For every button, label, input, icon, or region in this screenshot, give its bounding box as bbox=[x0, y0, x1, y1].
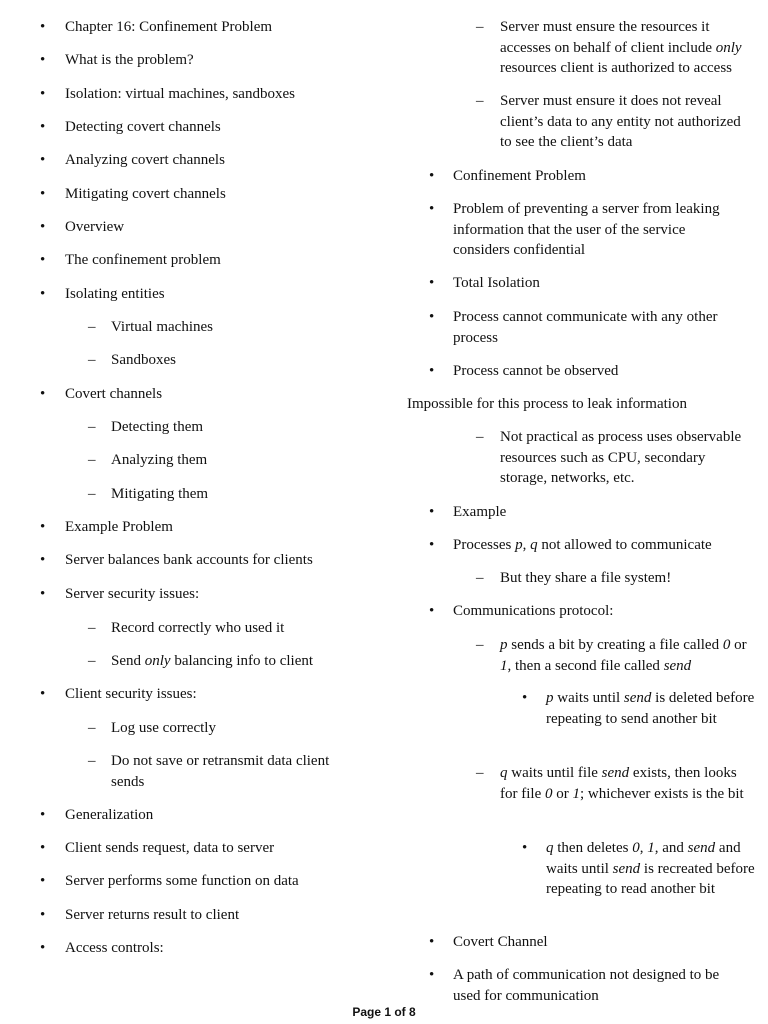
right-list-item-3: Confinement Problem bbox=[453, 168, 586, 184]
left-list-item-25: Client sends request, data to server bbox=[65, 840, 275, 856]
left-list-item-19: Record correctly who used it bbox=[111, 620, 285, 636]
left-list-item-26: Server performs some function on data bbox=[65, 873, 299, 889]
right-list-item-15: p waits until send is deleted before repeating to send another bit bbox=[546, 690, 755, 727]
right-list-item-19: A path of communication not designed to be used for communication bbox=[453, 967, 720, 1004]
right-list-item-7: Process cannot be observed bbox=[453, 363, 619, 379]
right-list-item-14: p sends a bit by creating a file called 0 or 1, then a second file called send bbox=[500, 637, 747, 674]
dash-marker: – bbox=[476, 765, 484, 781]
dash-marker: – bbox=[88, 653, 96, 669]
left-list-item-28: Access controls: bbox=[65, 940, 164, 956]
left-list-item-14: Analyzing them bbox=[111, 452, 208, 468]
right-list-item-4: Problem of preventing a server from leaking information that the user of the service considers confidential bbox=[453, 201, 720, 258]
bullet-marker: • bbox=[429, 603, 435, 619]
left-list-item-10: Virtual machines bbox=[111, 319, 213, 335]
right-list-item-18: Covert Channel bbox=[453, 934, 548, 950]
dash-marker: – bbox=[88, 419, 96, 435]
bullet-marker: • bbox=[40, 873, 46, 889]
page-footer: Page 1 of 8 bbox=[352, 1005, 416, 1019]
left-list-item-27: Server returns result to client bbox=[65, 907, 240, 923]
bullet-marker: • bbox=[40, 686, 46, 702]
left-list-item-2: What is the problem? bbox=[65, 52, 194, 68]
dash-marker: – bbox=[476, 637, 484, 653]
dash-marker: – bbox=[476, 429, 484, 445]
bullet-marker: • bbox=[429, 504, 435, 520]
bullet-marker: • bbox=[40, 86, 46, 102]
dash-marker: – bbox=[476, 93, 484, 109]
bullet-marker: • bbox=[522, 840, 528, 856]
bullet-marker: • bbox=[40, 52, 46, 68]
bullet-marker: • bbox=[522, 690, 528, 706]
left-list-item-15: Mitigating them bbox=[111, 486, 209, 502]
left-list-item-6: Mitigating covert channels bbox=[65, 186, 226, 202]
right-list-item-13: Communications protocol: bbox=[453, 603, 614, 619]
bullet-marker: • bbox=[429, 275, 435, 291]
bullet-marker: • bbox=[429, 201, 435, 217]
bullet-marker: • bbox=[40, 19, 46, 35]
bullet-marker: • bbox=[40, 840, 46, 856]
bullet-marker: • bbox=[40, 119, 46, 135]
right-list-item-6: Process cannot communicate with any other process bbox=[453, 309, 718, 346]
right-list-item-5: Total Isolation bbox=[453, 275, 540, 291]
bullet-marker: • bbox=[40, 807, 46, 823]
dash-marker: – bbox=[88, 620, 96, 636]
left-list-item-5: Analyzing covert channels bbox=[65, 152, 225, 168]
bullet-marker: • bbox=[40, 907, 46, 923]
right-list-item-10: Example bbox=[453, 504, 507, 520]
left-list-item-24: Generalization bbox=[65, 807, 154, 823]
right-list-item-16: q waits until file send exists, then looks for file 0 or 1; whichever exists is the bit bbox=[500, 765, 744, 802]
left-list-item-21: Client security issues: bbox=[65, 686, 197, 702]
right-list-item-11: Processes p, q not allowed to communicate bbox=[453, 537, 712, 553]
left-list-item-18: Server security issues: bbox=[65, 586, 200, 602]
bullet-marker: • bbox=[429, 168, 435, 184]
bullet-marker: • bbox=[40, 586, 46, 602]
left-list-item-1: Chapter 16: Confinement Problem bbox=[65, 19, 273, 35]
left-list-item-11: Sandboxes bbox=[111, 352, 176, 368]
right-list-item-12: But they share a file system! bbox=[500, 570, 672, 586]
left-list-item-23: Do not save or retransmit data client sends bbox=[111, 753, 330, 790]
bullet-marker: • bbox=[40, 219, 46, 235]
dash-marker: – bbox=[476, 19, 484, 35]
bullet-marker: • bbox=[40, 152, 46, 168]
dash-marker: – bbox=[88, 486, 96, 502]
bullet-marker: • bbox=[40, 940, 46, 956]
left-list-item-12: Covert channels bbox=[65, 386, 163, 402]
dash-marker: – bbox=[88, 452, 96, 468]
bullet-marker: • bbox=[429, 967, 435, 983]
dash-marker: – bbox=[88, 720, 96, 736]
bullet-marker: • bbox=[429, 537, 435, 553]
left-list-item-22: Log use correctly bbox=[111, 720, 216, 736]
left-list-item-8: The confinement problem bbox=[65, 252, 221, 268]
dash-marker: – bbox=[88, 319, 96, 335]
left-list-item-20: Send only balancing info to client bbox=[111, 653, 314, 669]
bullet-marker: • bbox=[429, 309, 435, 325]
left-list-item-9: Isolating entities bbox=[65, 286, 165, 302]
bullet-marker: • bbox=[40, 252, 46, 268]
dash-marker: – bbox=[88, 753, 96, 769]
right-list-item-2: Server must ensure it does not reveal client’s data to any entity not authorized to see the client’s data bbox=[500, 93, 741, 150]
bullet-marker: • bbox=[429, 934, 435, 950]
bullet-marker: • bbox=[40, 386, 46, 402]
dash-marker: – bbox=[476, 570, 484, 586]
right-list-item-1: Server must ensure the resources it accesses on behalf of client include only resources client is authorized to access bbox=[500, 19, 742, 76]
right-list-item-9: Not practical as process uses observable resources such as CPU, secondary storage, networks, etc. bbox=[500, 429, 742, 486]
bullet-marker: • bbox=[429, 363, 435, 379]
left-list-item-4: Detecting covert channels bbox=[65, 119, 221, 135]
left-list-item-16: Example Problem bbox=[65, 519, 173, 535]
dash-marker: – bbox=[88, 352, 96, 368]
right-list-item-17: q then deletes 0, 1, and send and waits until send is recreated before repeating to read another bit bbox=[546, 840, 755, 897]
right-list-item-8: Impossible for this process to leak information bbox=[407, 396, 687, 412]
bullet-marker: • bbox=[40, 286, 46, 302]
bullet-marker: • bbox=[40, 552, 46, 568]
left-list-item-17: Server balances bank accounts for clients bbox=[65, 552, 313, 568]
left-list-item-7: Overview bbox=[65, 219, 125, 235]
left-list-item-3: Isolation: virtual machines, sandboxes bbox=[65, 86, 295, 102]
left-list-item-13: Detecting them bbox=[111, 419, 204, 435]
bullet-marker: • bbox=[40, 186, 46, 202]
bullet-marker: • bbox=[40, 519, 46, 535]
